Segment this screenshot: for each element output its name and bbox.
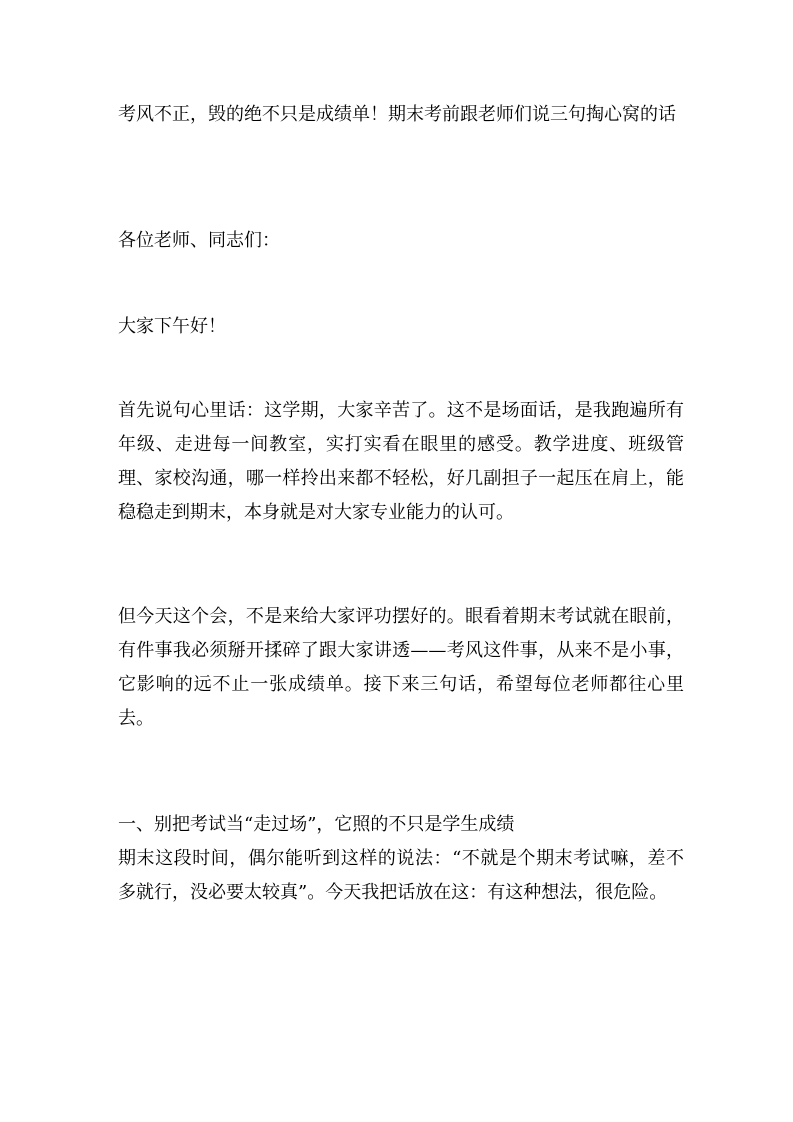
paragraph-purpose: 但今天这个会，不是来给大家评功摆好的。眼看着期末考试就在眼前，有件事我必须掰开揉碎了跟大家讲透——考风这件事，从来不是小事，它影响的远不止一张成绩单。接下来三句话，希望每位老师都往心里去。 bbox=[118, 606, 684, 729]
section-heading: 一、别把考试当“走过场”，它照的不只是学生成绩 bbox=[118, 814, 515, 835]
salutation: 各位老师、同志们： bbox=[118, 230, 280, 251]
greeting: 大家下午好！ bbox=[118, 316, 226, 337]
document-title: 考风不正，毁的绝不只是成绩单！期末考前跟老师们说三句掏心窝的话 bbox=[118, 104, 676, 125]
section-paragraph: 期末这段时间，偶尔能听到这样的说法：“不就是个期末考试嘛，差不多就行，没必要太较真”。今天我把话放在这：有这种想法，很危险。 bbox=[118, 848, 684, 903]
paragraph-intro: 首先说句心里话：这学期，大家辛苦了。这不是场面话，是我跑遍所有年级、走进每一间教室，实打实看在眼里的感受。教学进度、班级管理、家校沟通，哪一样拎出来都不轻松，好几副担子一起压在肩上，能稳稳走到期末，本身就是对大家专业能力的认可。 bbox=[118, 400, 684, 523]
